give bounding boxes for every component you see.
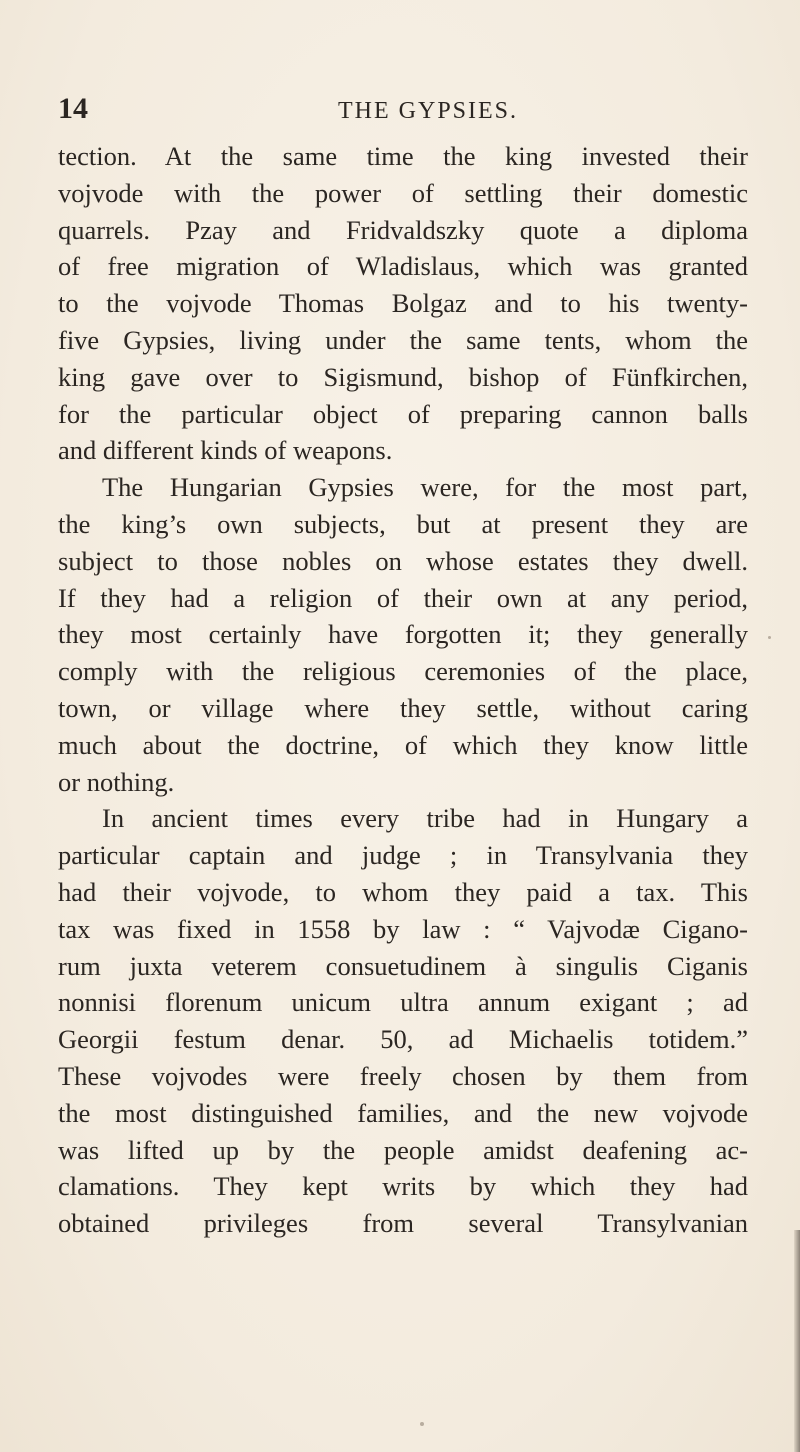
text-line: five Gypsies, living under the same tents, whom the [58, 324, 748, 355]
running-head [58, 92, 748, 132]
page-edge-shadow [794, 1230, 800, 1452]
text-line: of free migration of Wladislaus, which was granted [58, 251, 748, 282]
text-line: the king’s own subjects, but at present they are [58, 508, 748, 539]
text-line: tection. At the same time the king invested their [58, 141, 748, 171]
text-line: the most distinguished families, and the new vojvode [58, 1097, 748, 1128]
text-line: comply with the religious ceremonies of the place, [58, 656, 748, 687]
text-line: clamations. They kept writs by which they had [58, 1171, 748, 1202]
paper-speck [768, 636, 771, 639]
text-line: Georgii festum denar. 50, ad Michaelis totidem.” [58, 1024, 748, 1055]
running-title: THE GYPSIES. [338, 98, 519, 124]
text-line: nonnisi florenum unicum ultra annum exigant ; ad [58, 987, 748, 1018]
text-line: they most certainly have forgotten it; they generally [58, 619, 748, 650]
text-line: These vojvodes were freely chosen by them from [58, 1060, 748, 1091]
text-line: to the vojvode Thomas Bolgaz and to his twenty- [58, 288, 748, 319]
text-line: was lifted up by the people amidst deafening ac- [58, 1134, 748, 1165]
text-line: or nothing. [58, 766, 175, 797]
text-line: subject to those nobles on whose estates they dwell. [58, 545, 748, 576]
page-number: 14 [58, 92, 88, 125]
text-line: for the particular object of preparing cannon balls [58, 398, 748, 429]
text-line: particular captain and judge ; in Transylvania they [58, 840, 748, 871]
text-line: vojvode with the power of settling their domestic [58, 177, 748, 208]
text-line: much about the doctrine, of which they know little [58, 729, 748, 760]
text-line: rum juxta veterem consuetudinem à singulis Ciganis [58, 950, 748, 981]
text-line: tax was fixed in 1558 by law : “ Vajvodæ Cigano- [58, 913, 748, 944]
text-line: had their vojvode, to whom they paid a tax. This [58, 876, 748, 907]
text-line: If they had a religion of their own at any period, [58, 582, 748, 613]
body-text [58, 138, 748, 1242]
text-line: town, or village where they settle, without caring [58, 692, 748, 723]
text-line: obtained privileges from several Transylvanian [58, 1208, 748, 1239]
text-line: king gave over to Sigismund, bishop of Fünfkirchen, [58, 361, 748, 392]
paper-speck [420, 1422, 424, 1426]
text-line: quarrels. Pzay and Fridvaldszky quote a diploma [58, 214, 748, 245]
paragraph-start-line: The Hungarian Gypsies were, for the most part, [102, 472, 748, 503]
text-line: and different kinds of weapons. [58, 435, 393, 466]
paragraph-start-line: In ancient times every tribe had in Hungary a [102, 803, 748, 834]
